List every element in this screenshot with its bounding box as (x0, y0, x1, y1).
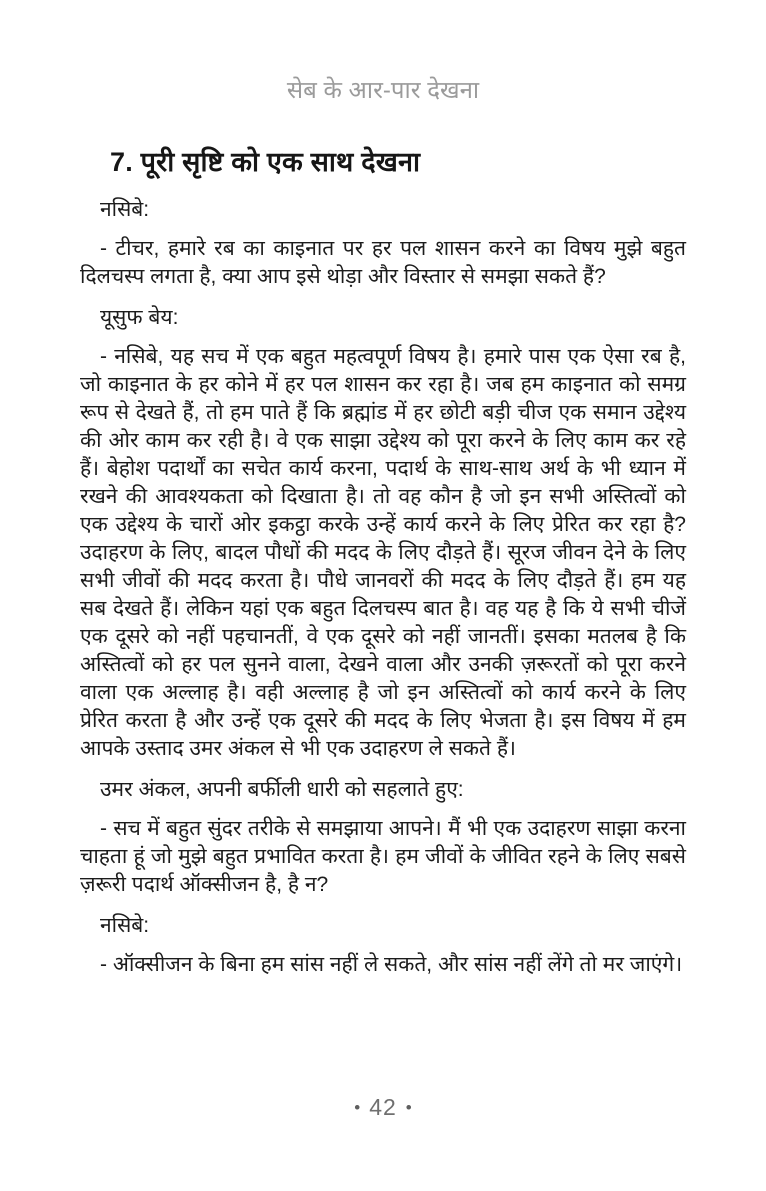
footer-right-dot: • (405, 1098, 412, 1117)
dialogue-nasibe-2: - ऑक्सीजन के बिना हम सांस नहीं ले सकते, और सांस नहीं लेंगे तो मर जाएंगे। (100, 953, 683, 976)
speaker-label-nasibe-1: नसिबे: (100, 198, 150, 221)
footer-left-dot: • (354, 1098, 361, 1117)
page-number: 42 (369, 1094, 397, 1120)
chapter-body (80, 196, 686, 979)
speaker-label-yusuf: यूसुफ बेय: (100, 306, 179, 329)
speaker-label-nasibe-2: नसिबे: (100, 914, 150, 937)
page-footer (0, 1094, 766, 1121)
chapter-title: 7. पूरी सृष्टि को एक साथ देखना (110, 147, 421, 177)
dialogue-umar: - सच में बहुत सुंदर तरीके से समझाया आपने। मैं भी एक उदाहरण साझा करना चाहता हूं जो मुझे बहुत प्रभावित करता है। हम जीवों के जीवित रहने के लिए सबसे ज़रूरी पदार्थ ऑक्सीजन है, है न? (80, 817, 686, 896)
dialogue-yusuf: - नसिबे, यह सच में एक बहुत महत्वपूर्ण विषय है। हमारे पास एक ऐसा रब है, जो काइनात के हर कोने में हर पल शासन कर रहा है। जब हम काइनात को समग्र रूप से देखते हैं, तो हम पाते हैं कि ब्रह्मांड में हर छोटी बड़ी चीज एक समान उद्देश्य की ओर काम कर रही है। वे एक साझा उद्देश्य को पूरा करने के लिए काम कर रहे हैं। बेहोश पदार्थों का सचेत कार्य करना, पदार्थ के साथ-साथ अर्थ के भी ध्यान में रखने की आवश्यकता को दिखाता है। तो वह कौन है जो इन सभी अस्तित्वों को एक उद्देश्य के चारों ओर इकट्ठा करके उन्हें कार्य करने के लिए प्रेरित कर रहा है? उदाहरण के लिए, बादल पौधों की मदद के लिए दौड़ते हैं। सूरज जीवन देने के लिए सभी जीवों की मदद करता है। पौधे जानवरों की मदद के लिए दौड़ते हैं। हम यह सब देखते हैं। लेकिन यहां एक बहुत दिलचस्प बात है। वह यह है कि ये सभी चीजें एक दूसरे को नहीं पहचानतीं, वे एक दूसरे को नहीं जानतीं। इसका मतलब है कि अस्तित्वों को हर पल सुनने वाला, देखने वाला और उनकी ज़रूरतों को पूरा करने वाला एक अल्लाह है। वही अल्लाह है जो इन अस्तित्वों को कार्य करने के लिए प्रेरित करता है और उन्हें एक दूसरे की मदद के लिए भेजता है। इस विषय में हम आपके उस्ताद उमर अंकल से भी एक उदाहरण ले सकते हैं। (80, 345, 686, 760)
dialogue-nasibe-1: - टीचर, हमारे रब का काइनात पर हर पल शासन करने का विषय मुझे बहुत दिलचस्प लगता है, क्या आप इसे थोड़ा और विस्तार से समझा सकते हैं? (80, 237, 686, 288)
speaker-label-umar: उमर अंकल, अपनी बर्फीली धारी को सहलाते हुए: (100, 778, 464, 801)
running-header: सेब के आर-पार देखना (286, 77, 480, 104)
